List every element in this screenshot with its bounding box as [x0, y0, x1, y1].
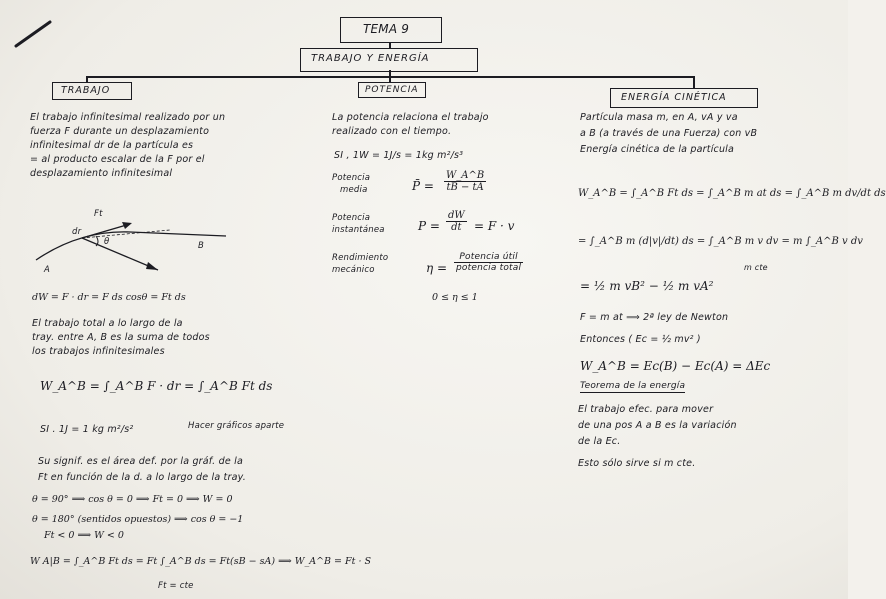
- fig-label-a: A: [44, 265, 51, 275]
- potencia-inst-label-1: Potencia: [332, 213, 371, 223]
- energia-entonces: Entonces ( Ec = ½ mv² ): [580, 334, 701, 345]
- energia-intro-2: a B (a través de una Fuerza) con vB: [580, 128, 758, 139]
- fig-label-dr: dr: [72, 227, 82, 237]
- potencia-media-den: tB − tA: [446, 182, 484, 193]
- tema-box: [340, 17, 442, 43]
- potencia-media-lhs: P̄ =: [412, 179, 434, 193]
- trabajo-intro-2: fuerza F durante un desplazamiento: [30, 126, 210, 137]
- energia-eq2: = ∫_A^B m (d|v|/dt) ds = ∫_A^B m v dv = m ∫_A^B v dv: [578, 236, 863, 247]
- energia-eq2-note: m cte: [744, 263, 768, 272]
- trabajo-signif-2: Ft en función de la d. a lo largo de la tray.: [38, 472, 246, 483]
- energia-heading: ENERGÍA CINÉTICA: [621, 92, 727, 103]
- energia-final-2: de una pos A a B es la variación: [578, 420, 737, 431]
- title-box: [300, 48, 478, 72]
- trabajo-heading-box: [52, 82, 132, 100]
- energia-final-3: de la Ec.: [578, 436, 621, 447]
- potencia-media-label-2: media: [340, 185, 368, 195]
- potencia-inst-den: dt: [451, 222, 462, 233]
- potencia-inst-lhs: P =: [418, 219, 440, 233]
- force-arrowhead: [146, 262, 158, 270]
- trabajo-si-note: Hacer gráficos aparte: [188, 421, 285, 431]
- fig-label-b: B: [198, 241, 205, 251]
- potencia-rend-fraction: [454, 252, 523, 273]
- energia-intro-3: Energía cinética de la partícula: [580, 144, 735, 155]
- trabajo-intro-4: = al producto escalar de la F por el: [30, 154, 205, 165]
- energia-eq1: W_A^B = ∫_A^B Ft ds = ∫_A^B m at ds = ∫_A^B m dv/dt ds: [578, 188, 886, 199]
- wab-equation: W_A^B = ∫_A^B F · dr = ∫_A^B Ft ds: [40, 379, 273, 393]
- trabajo-signif-1: Su signif. es el área def. por la gráf. de la: [38, 456, 243, 467]
- potencia-rend-label-2: mecánico: [332, 265, 375, 275]
- potencia-rend-den: potencia total: [456, 263, 522, 273]
- energia-eq3: = ½ m vB² − ½ m vA²: [580, 279, 714, 293]
- energia-newton: F = m at ⟹ 2ª ley de Newton: [580, 312, 729, 323]
- dw-equation: dW = F · dr = F ds cosθ = Ft ds: [32, 292, 186, 303]
- trabajo-si: SI . 1J = 1 kg m²/s²: [40, 424, 134, 435]
- trabajo-total-2: tray. entre A, B es la suma de todos: [32, 332, 210, 343]
- potencia-inst-label-2: instantánea: [332, 225, 385, 235]
- trabajo-total-1: El trabajo total a lo largo de la: [32, 318, 183, 329]
- potencia-media-label-1: Potencia: [332, 173, 371, 183]
- energia-final-1: El trabajo efec. para mover: [578, 404, 714, 415]
- energia-intro-1: Partícula masa m, en A, vA y va: [580, 112, 738, 123]
- energia-teorema: Teorema de la energía: [580, 381, 686, 391]
- trabajo-intro-1: El trabajo infinitesimal realizado por un: [30, 112, 226, 123]
- potencia-media-fraction: [444, 170, 486, 193]
- displacement-arrowhead: [122, 222, 132, 229]
- trabajo-intro-5: desplazamiento infinitesimal: [30, 168, 173, 179]
- potencia-heading: POTENCIA: [365, 85, 419, 95]
- ft-cte-note: Ft = cte: [158, 581, 194, 591]
- bullet-ft-negative: Ft < 0 ⟹ W < 0: [44, 530, 124, 541]
- potencia-intro-1: La potencia relaciona el trabajo: [332, 112, 489, 123]
- energia-final-4: Esto sólo sirve si m cte.: [578, 458, 696, 469]
- force-vector: [82, 238, 158, 270]
- fig-label-ft: Ft: [94, 209, 103, 219]
- potencia-inst-num: dW: [448, 210, 465, 221]
- potencia-rend-label-1: Rendimiento: [332, 253, 389, 263]
- bullet-theta-180: θ = 180° (sentidos opuestos) ⟹ cos θ = −1: [32, 514, 244, 525]
- trabajo-heading: TRABAJO: [61, 85, 111, 96]
- potencia-intro-2: realizado con el tiempo.: [332, 126, 452, 137]
- tema-label: TEMA 9: [363, 22, 410, 36]
- potencia-media-num: W_A^B: [446, 170, 485, 181]
- potencia-si: SI , 1W = 1J/s = 1kg m²/s³: [334, 150, 464, 161]
- energia-heading-box: [610, 88, 758, 108]
- energia-wab: W_A^B = Ec(B) − Ec(A) = ΔEc: [580, 359, 771, 373]
- trabajo-intro-3: infinitesimal dr de la partícula es: [30, 140, 194, 151]
- tree-right-drop: [693, 76, 695, 88]
- bullet-wab-constant: W A|B = ∫_A^B Ft ds = Ft ∫_A^B ds = Ft(sB − sA) ⟹ W_A^B = Ft · S: [30, 556, 372, 567]
- pen-stroke: [14, 18, 54, 50]
- fig-label-theta: θ: [104, 237, 110, 247]
- potencia-inst-fraction: [446, 210, 467, 233]
- trabajo-total-3: los trabajos infinitesimales: [32, 346, 165, 357]
- page-title: TRABAJO Y ENERGÍA: [311, 53, 430, 64]
- bullet-theta-90: θ = 90° ⟹ cos θ = 0 ⟹ Ft = 0 ⟹ W = 0: [32, 494, 233, 505]
- potencia-rend-lhs: η =: [426, 261, 448, 275]
- potencia-rend-num: Potencia útil: [454, 252, 523, 263]
- potencia-heading-box: [358, 82, 426, 98]
- potencia-rend-range: 0 ≤ η ≤ 1: [432, 292, 478, 303]
- potencia-inst-rhs: = F · v: [474, 219, 515, 233]
